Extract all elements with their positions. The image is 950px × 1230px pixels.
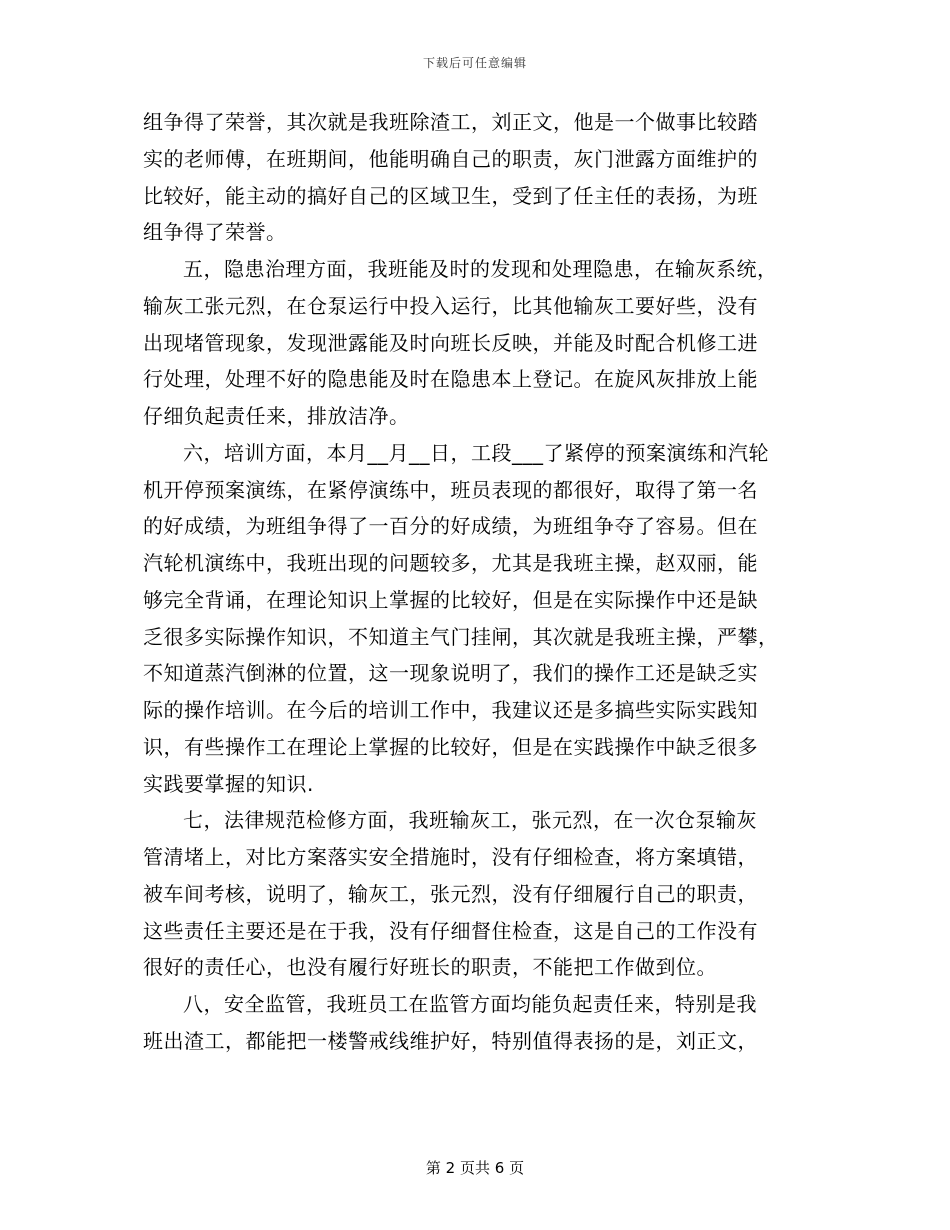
text-line: 乏很多实际操作知识，不知道主气门挂闸，其次就是我班主操，严攀，	[143, 624, 779, 649]
text-line: 际的操作培训。在今后的培训工作中，我建议还是多搞些实际实践知	[143, 698, 758, 722]
page-header: 下载后可任意编辑	[422, 56, 527, 70]
text-line: 实的老师傅，在班期间，他能明确自己的职责，灰门泄露方面维护的	[143, 146, 758, 171]
text-line: 汽轮机演练中，我班出现的问题较多，尤其是我班主操，赵双丽，能	[143, 551, 758, 575]
text-line: 识，有些操作工在理论上掌握的比较好，但是在实践操作中缺乏很多	[143, 734, 758, 759]
text-line: 这些责任主要还是在于我，没有仔细督住检查，这是自己的工作没有	[143, 918, 758, 943]
page-footer: 第 2 页共 6 页	[425, 1159, 525, 1177]
text-line: 输灰工张元烈，在仓泵运行中投入运行，比其他输灰工要好些，没有	[143, 293, 758, 318]
text-line: 很好的责任心，也没有履行好班长的职责，不能把工作做到位。	[143, 955, 717, 980]
text-line: 不知道蒸汽倒淋的位置，这一现象说明了，我们的操作工还是缺乏实	[143, 661, 758, 686]
text-line: 组争得了荣誉，其次就是我班除渣工，刘正文，他是一个做事比较踏	[143, 110, 758, 134]
text-line: 实践要掌握的知识.	[143, 771, 314, 796]
paragraph	[143, 251, 807, 435]
text-line: 八，安全监管，我班员工在监管方面均能负起责任来，特别是我	[183, 992, 757, 1016]
text-line: 机开停预案演练，在紧停演练中，班员表现的都很好，取得了第一名	[143, 477, 758, 502]
text-line: 行处理，处理不好的隐患能及时在隐患本上登记。在旋风灰排放上能	[143, 367, 758, 392]
text-line: 比较好，能主动的搞好自己的区域卫生，受到了任主任的表扬，为班	[143, 183, 758, 208]
document-body	[143, 104, 807, 1060]
text-line: 的好成绩，为班组争得了一百分的好成绩，为班组争夺了容易。但在	[143, 514, 758, 539]
text-line: 五，隐患治理方面，我班能及时的发现和处理隐患，在输灰系统，	[183, 257, 778, 281]
text-line: 管清堵上，对比方案落实安全措施时，没有仔细检查，将方案填错，	[143, 845, 758, 869]
text-line: 仔细负起责任来，排放洁净。	[143, 404, 410, 428]
paragraph	[143, 104, 807, 251]
text-line: 六，培训方面，本月__月__日，工段___了紧停的预案演练和汽轮	[183, 440, 769, 465]
paragraph	[143, 802, 807, 986]
text-line: 班出渣工，都能把一楼警戒线维护好，特别值得表扬的是，刘正文，	[143, 1028, 758, 1053]
text-line: 够完全背诵，在理论知识上掌握的比较好，但是在实际操作中还是缺	[143, 587, 758, 612]
text-line: 七，法律规范检修方面，我班输灰工，张元烈，在一次仓泵输灰	[183, 808, 757, 833]
text-line: 组争得了荣誉。	[143, 220, 287, 245]
paragraph	[143, 435, 807, 803]
paragraph	[143, 986, 807, 1060]
text-line: 出现堵管现象，发现泄露能及时向班长反映，并能及时配合机修工进	[143, 330, 758, 355]
text-line: 被车间考核，说明了，输灰工，张元烈，没有仔细履行自己的职责，	[143, 881, 758, 906]
